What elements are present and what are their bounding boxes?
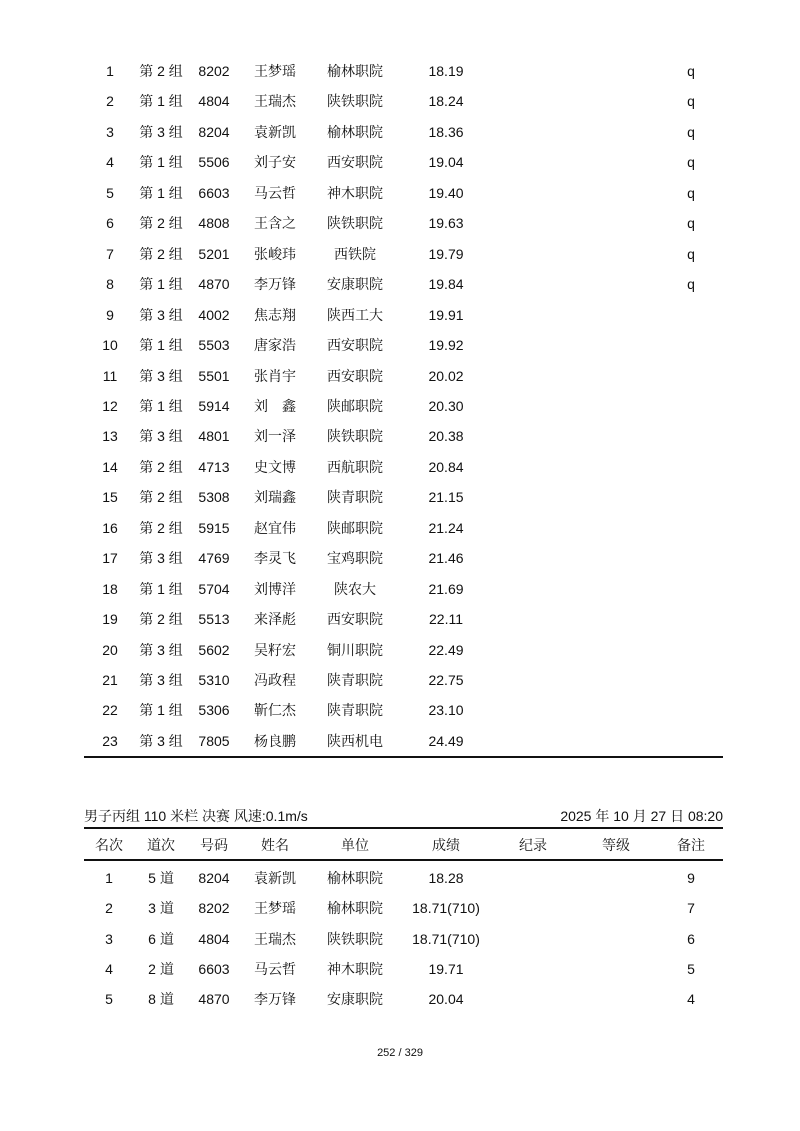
cell-name: 刘一泽: [254, 428, 296, 445]
cell-bib: 4804: [198, 930, 230, 947]
cell-name: 袁新凯: [254, 870, 296, 886]
cell-unit: 陕农大: [334, 580, 376, 597]
cell-result: 24.49: [428, 732, 464, 749]
cell-note: q: [687, 276, 695, 293]
cell-lane: 5 道: [148, 870, 174, 886]
cell-rank: 13: [102, 428, 118, 445]
cell-note: q: [687, 215, 695, 232]
cell-rank: 16: [102, 519, 118, 536]
cell-rank: 7: [106, 245, 114, 262]
cell-note: q: [687, 123, 695, 140]
cell-lane: 6 道: [148, 930, 174, 947]
cell-name: 唐家浩: [254, 337, 296, 354]
cell-result: 19.63: [428, 215, 464, 232]
cell-group: 第 2 组: [139, 215, 183, 232]
cell-unit: 陕铁职院: [327, 93, 383, 110]
cell-group: 第 3 组: [139, 428, 183, 445]
cell-name: 王瑞杰: [254, 93, 296, 110]
cell-rank: 4: [105, 960, 113, 977]
page-number: 252 / 329: [377, 1047, 423, 1059]
cell-result: 19.04: [428, 154, 464, 171]
cell-unit: 西安职院: [327, 337, 383, 354]
cell-bib: 5503: [198, 337, 230, 354]
header-lane: 道次: [147, 837, 175, 853]
cell-group: 第 1 组: [139, 184, 183, 201]
cell-bib: 5506: [198, 154, 230, 171]
cell-rank: 21: [102, 672, 118, 688]
cell-group: 第 1 组: [139, 580, 183, 597]
cell-bib: 4713: [198, 458, 230, 475]
cell-bib: 8202: [198, 63, 230, 79]
cell-bib: 4870: [198, 991, 230, 1008]
cell-bib: 6603: [198, 960, 230, 977]
cell-group: 第 3 组: [139, 732, 183, 749]
cell-rank: 10: [102, 337, 118, 354]
cell-note: q: [687, 245, 695, 262]
cell-unit: 西航职院: [327, 458, 383, 475]
cell-name: 李万锋: [254, 276, 296, 293]
cell-rank: 18: [102, 580, 118, 597]
cell-unit: 西铁院: [334, 245, 376, 262]
cell-note: 4: [687, 991, 695, 1008]
cell-group: 第 3 组: [139, 367, 183, 384]
cell-group: 第 3 组: [139, 123, 183, 140]
cell-note: q: [687, 154, 695, 171]
event-datetime: 2025 年 10 月 27 日 08:20: [560, 808, 723, 824]
header-bib: 号码: [200, 837, 228, 853]
cell-bib: 5602: [198, 641, 230, 658]
cell-name: 焦志翔: [254, 306, 296, 323]
cell-name: 赵宜伟: [254, 519, 296, 536]
cell-unit: 榆林职院: [327, 870, 383, 886]
cell-bib: 5201: [198, 245, 230, 262]
cell-note: q: [687, 63, 695, 79]
cell-rank: 12: [102, 397, 118, 414]
cell-rank: 1: [106, 63, 114, 79]
cell-bib: 4804: [198, 93, 230, 110]
cell-bib: 5501: [198, 367, 230, 384]
cell-result: 19.71: [428, 960, 464, 977]
header-note: 备注: [677, 837, 705, 853]
cell-name: 吴籽宏: [254, 641, 296, 658]
cell-rank: 5: [105, 991, 113, 1008]
cell-group: 第 1 组: [139, 154, 183, 171]
cell-bib: 8204: [198, 123, 230, 140]
cell-rank: 1: [105, 870, 113, 886]
cell-result: 18.36: [428, 123, 464, 140]
cell-group: 第 2 组: [139, 458, 183, 475]
cell-bib: 4002: [198, 306, 230, 323]
header-bottom-rule: [84, 859, 723, 861]
cell-bib: 4870: [198, 276, 230, 293]
cell-bib: 5915: [198, 519, 230, 536]
cell-result: 23.10: [428, 702, 464, 719]
cell-name: 马云哲: [254, 960, 296, 977]
cell-rank: 2: [105, 900, 113, 917]
cell-bib: 5914: [198, 397, 230, 414]
cell-rank: 11: [102, 367, 118, 384]
cell-group: 第 1 组: [139, 702, 183, 719]
cell-group: 第 1 组: [139, 93, 183, 110]
cell-result: 18.71(710): [412, 900, 480, 917]
cell-unit: 榆林职院: [327, 63, 383, 79]
cell-lane: 2 道: [148, 960, 174, 977]
cell-rank: 20: [102, 641, 118, 658]
cell-bib: 5704: [198, 580, 230, 597]
cell-unit: 西安职院: [327, 367, 383, 384]
cell-result: 20.84: [428, 458, 464, 475]
header-record: 纪录: [519, 837, 547, 853]
cell-unit: 陕西工大: [327, 306, 383, 323]
cell-result: 18.71(710): [412, 930, 480, 947]
cell-name: 李灵飞: [254, 550, 296, 567]
cell-bib: 5306: [198, 702, 230, 719]
cell-rank: 3: [105, 930, 113, 947]
cell-unit: 安康职院: [327, 276, 383, 293]
cell-result: 19.91: [428, 306, 464, 323]
cell-unit: 西安职院: [327, 154, 383, 171]
header-unit: 单位: [341, 837, 369, 853]
cell-name: 王含之: [254, 215, 296, 232]
cell-unit: 安康职院: [327, 991, 383, 1008]
cell-bib: 8204: [198, 870, 230, 886]
header-grade: 等级: [602, 837, 630, 853]
cell-unit: 陕铁职院: [327, 428, 383, 445]
cell-rank: 19: [102, 611, 118, 628]
cell-group: 第 1 组: [139, 397, 183, 414]
cell-rank: 8: [106, 276, 114, 293]
cell-bib: 4769: [198, 550, 230, 567]
cell-unit: 铜川职院: [327, 641, 383, 658]
event-title: 男子丙组 110 米栏 决赛 风速:0.1m/s: [84, 808, 308, 824]
cell-unit: 榆林职院: [327, 123, 383, 140]
cell-unit: 西安职院: [327, 611, 383, 628]
cell-result: 20.30: [428, 397, 464, 414]
cell-bib: 8202: [198, 900, 230, 917]
header-top-rule: [84, 827, 723, 829]
cell-name: 马云哲: [254, 184, 296, 201]
cell-lane: 8 道: [148, 991, 174, 1008]
cell-name: 杨良鹏: [254, 732, 296, 749]
cell-rank: 9: [106, 306, 114, 323]
cell-rank: 23: [102, 732, 118, 749]
cell-note: 7: [687, 900, 695, 917]
cell-result: 22.75: [428, 672, 464, 688]
cell-note: 9: [687, 870, 695, 886]
header-result: 成绩: [432, 837, 460, 853]
cell-note: q: [687, 93, 695, 110]
cell-bib: 6603: [198, 184, 230, 201]
cell-group: 第 2 组: [139, 611, 183, 628]
cell-rank: 6: [106, 215, 114, 232]
cell-result: 22.49: [428, 641, 464, 658]
cell-group: 第 3 组: [139, 550, 183, 567]
cell-name: 王瑞杰: [254, 930, 296, 947]
cell-result: 21.15: [428, 489, 464, 506]
cell-result: 20.02: [428, 367, 464, 384]
cell-group: 第 2 组: [139, 245, 183, 262]
cell-lane: 3 道: [148, 900, 174, 917]
cell-result: 19.79: [428, 245, 464, 262]
cell-name: 刘瑞鑫: [254, 489, 296, 506]
cell-name: 王梦瑶: [254, 900, 296, 917]
cell-bib: 4808: [198, 215, 230, 232]
cell-group: 第 3 组: [139, 672, 183, 688]
cell-rank: 5: [106, 184, 114, 201]
cell-unit: 陕铁职院: [327, 930, 383, 947]
cell-bib: 5308: [198, 489, 230, 506]
cell-group: 第 1 组: [139, 276, 183, 293]
cell-name: 刘 鑫: [254, 397, 296, 414]
cell-name: 张肖宇: [254, 367, 296, 384]
header-rank: 名次: [95, 837, 123, 853]
cell-name: 张峻玮: [254, 245, 296, 262]
cell-rank: 22: [102, 702, 118, 719]
cell-group: 第 3 组: [139, 641, 183, 658]
cell-name: 袁新凯: [254, 123, 296, 140]
cell-rank: 2: [106, 93, 114, 110]
cell-result: 18.24: [428, 93, 464, 110]
cell-result: 20.38: [428, 428, 464, 445]
cell-group: 第 2 组: [139, 489, 183, 506]
cell-name: 刘博洋: [254, 580, 296, 597]
cell-rank: 14: [102, 458, 118, 475]
cell-result: 21.69: [428, 580, 464, 597]
cell-note: q: [687, 184, 695, 201]
cell-unit: 陕西机电: [327, 732, 383, 749]
cell-result: 19.40: [428, 184, 464, 201]
cell-note: 5: [687, 960, 695, 977]
table-bottom-rule: [84, 756, 723, 758]
cell-unit: 陕青职院: [327, 489, 383, 506]
cell-group: 第 1 组: [139, 337, 183, 354]
cell-result: 19.92: [428, 337, 464, 354]
cell-name: 来泽彪: [254, 611, 296, 628]
cell-unit: 陕青职院: [327, 672, 383, 688]
cell-group: 第 2 组: [139, 63, 183, 79]
cell-result: 21.46: [428, 550, 464, 567]
cell-rank: 15: [102, 489, 118, 506]
cell-note: 6: [687, 930, 695, 947]
cell-result: 21.24: [428, 519, 464, 536]
cell-unit: 神木职院: [327, 184, 383, 201]
cell-unit: 榆林职院: [327, 900, 383, 917]
cell-unit: 陕铁职院: [327, 215, 383, 232]
cell-unit: 陕青职院: [327, 702, 383, 719]
cell-name: 王梦瑶: [254, 63, 296, 79]
cell-rank: 3: [106, 123, 114, 140]
cell-result: 18.28: [428, 870, 464, 886]
cell-group: 第 2 组: [139, 519, 183, 536]
cell-bib: 5310: [198, 672, 230, 688]
cell-unit: 陕邮职院: [327, 397, 383, 414]
cell-result: 19.84: [428, 276, 464, 293]
cell-unit: 宝鸡职院: [327, 550, 383, 567]
cell-result: 18.19: [428, 63, 464, 79]
cell-rank: 4: [106, 154, 114, 171]
cell-result: 20.04: [428, 991, 464, 1008]
cell-name: 刘子安: [254, 154, 296, 171]
cell-name: 李万锋: [254, 991, 296, 1008]
cell-unit: 神木职院: [327, 960, 383, 977]
cell-name: 冯政程: [254, 672, 296, 688]
cell-rank: 17: [102, 550, 118, 567]
cell-bib: 5513: [198, 611, 230, 628]
header-name: 姓名: [261, 837, 289, 853]
cell-unit: 陕邮职院: [327, 519, 383, 536]
cell-result: 22.11: [429, 611, 463, 628]
cell-bib: 4801: [198, 428, 230, 445]
cell-group: 第 3 组: [139, 306, 183, 323]
cell-name: 史文博: [254, 458, 296, 475]
cell-bib: 7805: [198, 732, 230, 749]
cell-name: 靳仁杰: [254, 702, 296, 719]
